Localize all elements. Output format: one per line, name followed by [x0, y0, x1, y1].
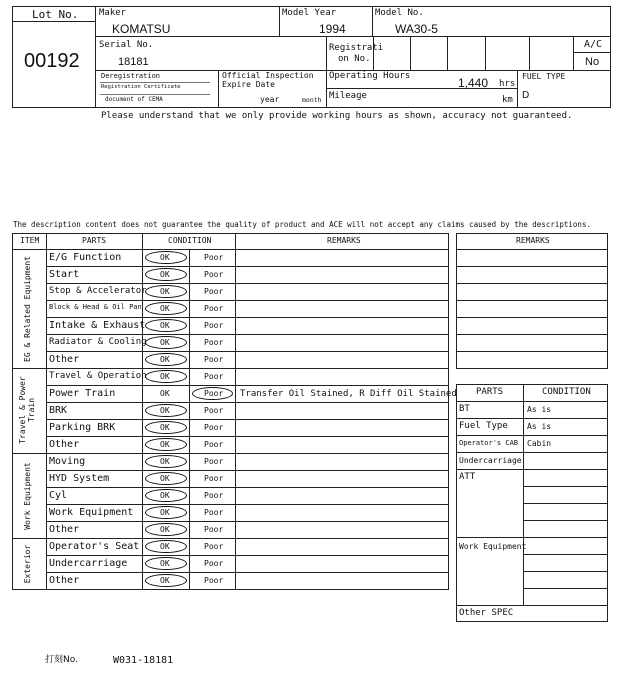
- lot-label: Lot No.: [32, 8, 79, 21]
- spec-bt-value: As is: [527, 405, 552, 414]
- condition-ok-option[interactable]: OK: [160, 321, 170, 330]
- condition-ok-option[interactable]: OK: [160, 440, 170, 449]
- condition-selected-mark: [145, 574, 187, 587]
- part-label: Undercarriage: [49, 558, 128, 569]
- condition-poor-option[interactable]: Poor: [204, 253, 224, 262]
- condition-selected-mark: [145, 319, 187, 332]
- model-no-label: Model No.: [375, 8, 424, 18]
- row-remarks: Transfer Oil Stained, R Diff Oil Stained: [240, 389, 457, 399]
- condition-poor-option[interactable]: Poor: [204, 508, 224, 517]
- part-label: Cyl: [49, 490, 68, 501]
- part-label: Operator's Seat: [49, 541, 140, 552]
- condition-ok-option[interactable]: OK: [160, 525, 170, 534]
- condition-ok-option[interactable]: OK: [160, 270, 170, 279]
- lot-number: 00192: [24, 50, 80, 72]
- condition-poor-option[interactable]: Poor: [204, 287, 224, 296]
- condition-selected-mark: [145, 404, 187, 417]
- remarks-row-line: [456, 334, 608, 335]
- condition-poor-option[interactable]: Poor: [204, 542, 224, 551]
- col-condition-header: CONDITION: [168, 236, 212, 245]
- part-label: Other: [49, 524, 80, 535]
- condition-selected-mark: [145, 370, 187, 383]
- hours-label: Operating Hours: [329, 71, 411, 81]
- registration-label-2: on No.: [338, 54, 371, 64]
- condition-ok-option[interactable]: OK: [160, 406, 170, 415]
- part-label: Other: [49, 575, 80, 586]
- condition-selected-mark: [145, 438, 187, 451]
- condition-ok-option[interactable]: OK: [160, 287, 170, 296]
- spec-fuel-value: As is: [527, 422, 552, 431]
- spec-parts-header: PARTS: [476, 387, 504, 397]
- condition-poor-option[interactable]: Poor: [204, 457, 224, 466]
- mileage-label: Mileage: [329, 91, 367, 101]
- spec-att-label: ATT: [459, 472, 476, 482]
- condition-selected-mark: [145, 251, 187, 264]
- part-label: Work Equipment: [49, 507, 134, 518]
- condition-selected-mark: [145, 421, 187, 434]
- year-label: year: [260, 95, 280, 104]
- inspection-label-2: Expire Date: [222, 80, 275, 89]
- condition-selected-mark: [145, 472, 187, 485]
- dereg-sub: Registration Certificate: [101, 84, 181, 90]
- condition-selected-mark: [145, 268, 187, 281]
- remarks-row-line: [456, 266, 608, 267]
- part-label: Start: [49, 269, 80, 280]
- condition-selected-mark: [145, 557, 187, 570]
- fuel-type-value: D: [522, 90, 530, 101]
- col-item-header: ITEM: [20, 236, 40, 245]
- remarks-row-line: [456, 300, 608, 301]
- condition-poor-option[interactable]: Poor: [204, 338, 224, 347]
- condition-selected-mark: [145, 302, 187, 315]
- condition-ok-option[interactable]: OK: [160, 491, 170, 500]
- condition-ok-option[interactable]: OK: [160, 576, 170, 585]
- part-label: Moving: [49, 456, 86, 467]
- condition-poor-option[interactable]: Poor: [204, 406, 224, 415]
- condition-poor-option[interactable]: Poor: [204, 423, 224, 432]
- spec-condition-header: CONDITION: [542, 387, 591, 397]
- remarks-row-line: [456, 283, 608, 284]
- condition-poor-option[interactable]: Poor: [204, 474, 224, 483]
- inspection-label-1: Official Inspection: [222, 71, 314, 80]
- serial-label: Serial No.: [99, 40, 154, 50]
- condition-ok-option[interactable]: OK: [160, 423, 170, 432]
- condition-selected-mark: [145, 455, 187, 468]
- col-remarks-header: REMARKS: [327, 236, 361, 245]
- dereg-doc: document of CEMA: [105, 96, 163, 103]
- col-parts-header: PARTS: [82, 236, 107, 245]
- part-label: Other: [49, 354, 80, 365]
- condition-poor-option[interactable]: Poor: [204, 355, 224, 364]
- part-label: Travel & Operation: [49, 371, 147, 381]
- condition-selected-mark: [145, 336, 187, 349]
- model-year-value: 1994: [319, 22, 346, 36]
- ac-value: No: [585, 56, 600, 68]
- part-label: E/G Function: [49, 252, 122, 263]
- spec-fuel-label: Fuel Type: [459, 421, 508, 431]
- stamp-label: 打刻No.: [45, 655, 78, 665]
- part-label: Power Train: [49, 388, 116, 399]
- condition-selected-mark: [145, 353, 187, 366]
- spec-undercarriage-label: Undercarriage: [459, 456, 522, 465]
- right-remarks-header: REMARKS: [516, 236, 550, 245]
- condition-ok-option[interactable]: OK: [160, 338, 170, 347]
- maker-label: Maker: [99, 8, 127, 18]
- group-label-exterior: Exterior: [23, 544, 32, 584]
- condition-ok-option[interactable]: OK: [160, 355, 170, 364]
- group-label-work: Work Equipment: [23, 462, 32, 530]
- condition-ok-option[interactable]: OK: [160, 559, 170, 568]
- condition-poor-option[interactable]: Poor: [204, 389, 224, 398]
- group-label-eg: EG & Related Equipment: [23, 256, 32, 362]
- part-label: Radiator & Cooling: [49, 337, 147, 347]
- condition-poor-option[interactable]: Poor: [204, 491, 224, 500]
- hours-value: 1,440: [458, 76, 489, 90]
- condition-selected-mark: [145, 523, 187, 536]
- condition-poor-option[interactable]: Poor: [204, 525, 224, 534]
- ac-label: A/C: [584, 39, 603, 50]
- part-label: Block & Head & Oil Pan: [49, 303, 142, 311]
- condition-ok-option[interactable]: OK: [160, 508, 170, 517]
- condition-ok-option[interactable]: OK: [160, 304, 170, 313]
- condition-selected-mark: [145, 489, 187, 502]
- condition-poor-option[interactable]: Poor: [204, 372, 224, 381]
- condition-poor-option[interactable]: Poor: [204, 270, 224, 279]
- spec-work-equipment-label: Work Equipment: [459, 542, 527, 551]
- fuel-type-label: FUEL TYPE: [522, 72, 566, 81]
- condition-ok-option[interactable]: OK: [160, 253, 170, 262]
- condition-selected-mark: [192, 387, 233, 400]
- hours-unit: hrs: [499, 79, 516, 89]
- remarks-row-line: [456, 317, 608, 318]
- condition-ok-option[interactable]: OK: [160, 474, 170, 483]
- maker-value: KOMATSU: [112, 22, 171, 36]
- part-label: Intake & Exhaust: [49, 320, 146, 331]
- dereg-label: Deregistration: [101, 72, 161, 80]
- registration-label-1: Registrati: [329, 43, 384, 53]
- mileage-unit: km: [502, 95, 513, 105]
- spec-cab-label: Operator's CAB: [459, 439, 519, 447]
- serial-value: 18181: [118, 56, 149, 68]
- part-label: Other: [49, 439, 80, 450]
- condition-ok-option[interactable]: OK: [160, 389, 170, 398]
- part-label: Parking BRK: [49, 422, 116, 433]
- condition-poor-option[interactable]: Poor: [204, 576, 224, 585]
- condition-poor-option[interactable]: Poor: [204, 321, 224, 330]
- part-label: BRK: [49, 405, 68, 416]
- condition-poor-option[interactable]: Poor: [204, 559, 224, 568]
- stamp-value: W031-18181: [113, 655, 174, 666]
- condition-selected-mark: [145, 285, 187, 298]
- condition-selected-mark: [145, 540, 187, 553]
- condition-ok-option[interactable]: OK: [160, 457, 170, 466]
- remarks-row-line: [456, 351, 608, 352]
- spec-cab-value: Cabin: [527, 439, 552, 448]
- condition-ok-option[interactable]: OK: [160, 542, 170, 551]
- condition-poor-option[interactable]: Poor: [204, 304, 224, 313]
- part-label: HYD System: [49, 473, 110, 484]
- condition-poor-option[interactable]: Poor: [204, 440, 224, 449]
- model-year-label: Model Year: [282, 8, 337, 18]
- condition-selected-mark: [145, 506, 187, 519]
- spec-bt-label: BT: [459, 404, 470, 414]
- condition-ok-option[interactable]: OK: [160, 372, 170, 381]
- group-label-travel: Travel & Power Train: [18, 376, 36, 444]
- spec-other-label: Other SPEC: [459, 608, 514, 618]
- working-hours-note: Please understand that we only provide working hours as shown, accuracy not guaranteed.: [101, 111, 573, 121]
- part-label: Stop & Accelerator: [49, 286, 147, 296]
- month-label: month: [302, 96, 322, 104]
- model-no-value: WA30-5: [395, 22, 438, 36]
- disclaimer-note: The description content does not guarantee the quality of product and ACE will not accept any claims caused by the descriptions.: [13, 220, 591, 229]
